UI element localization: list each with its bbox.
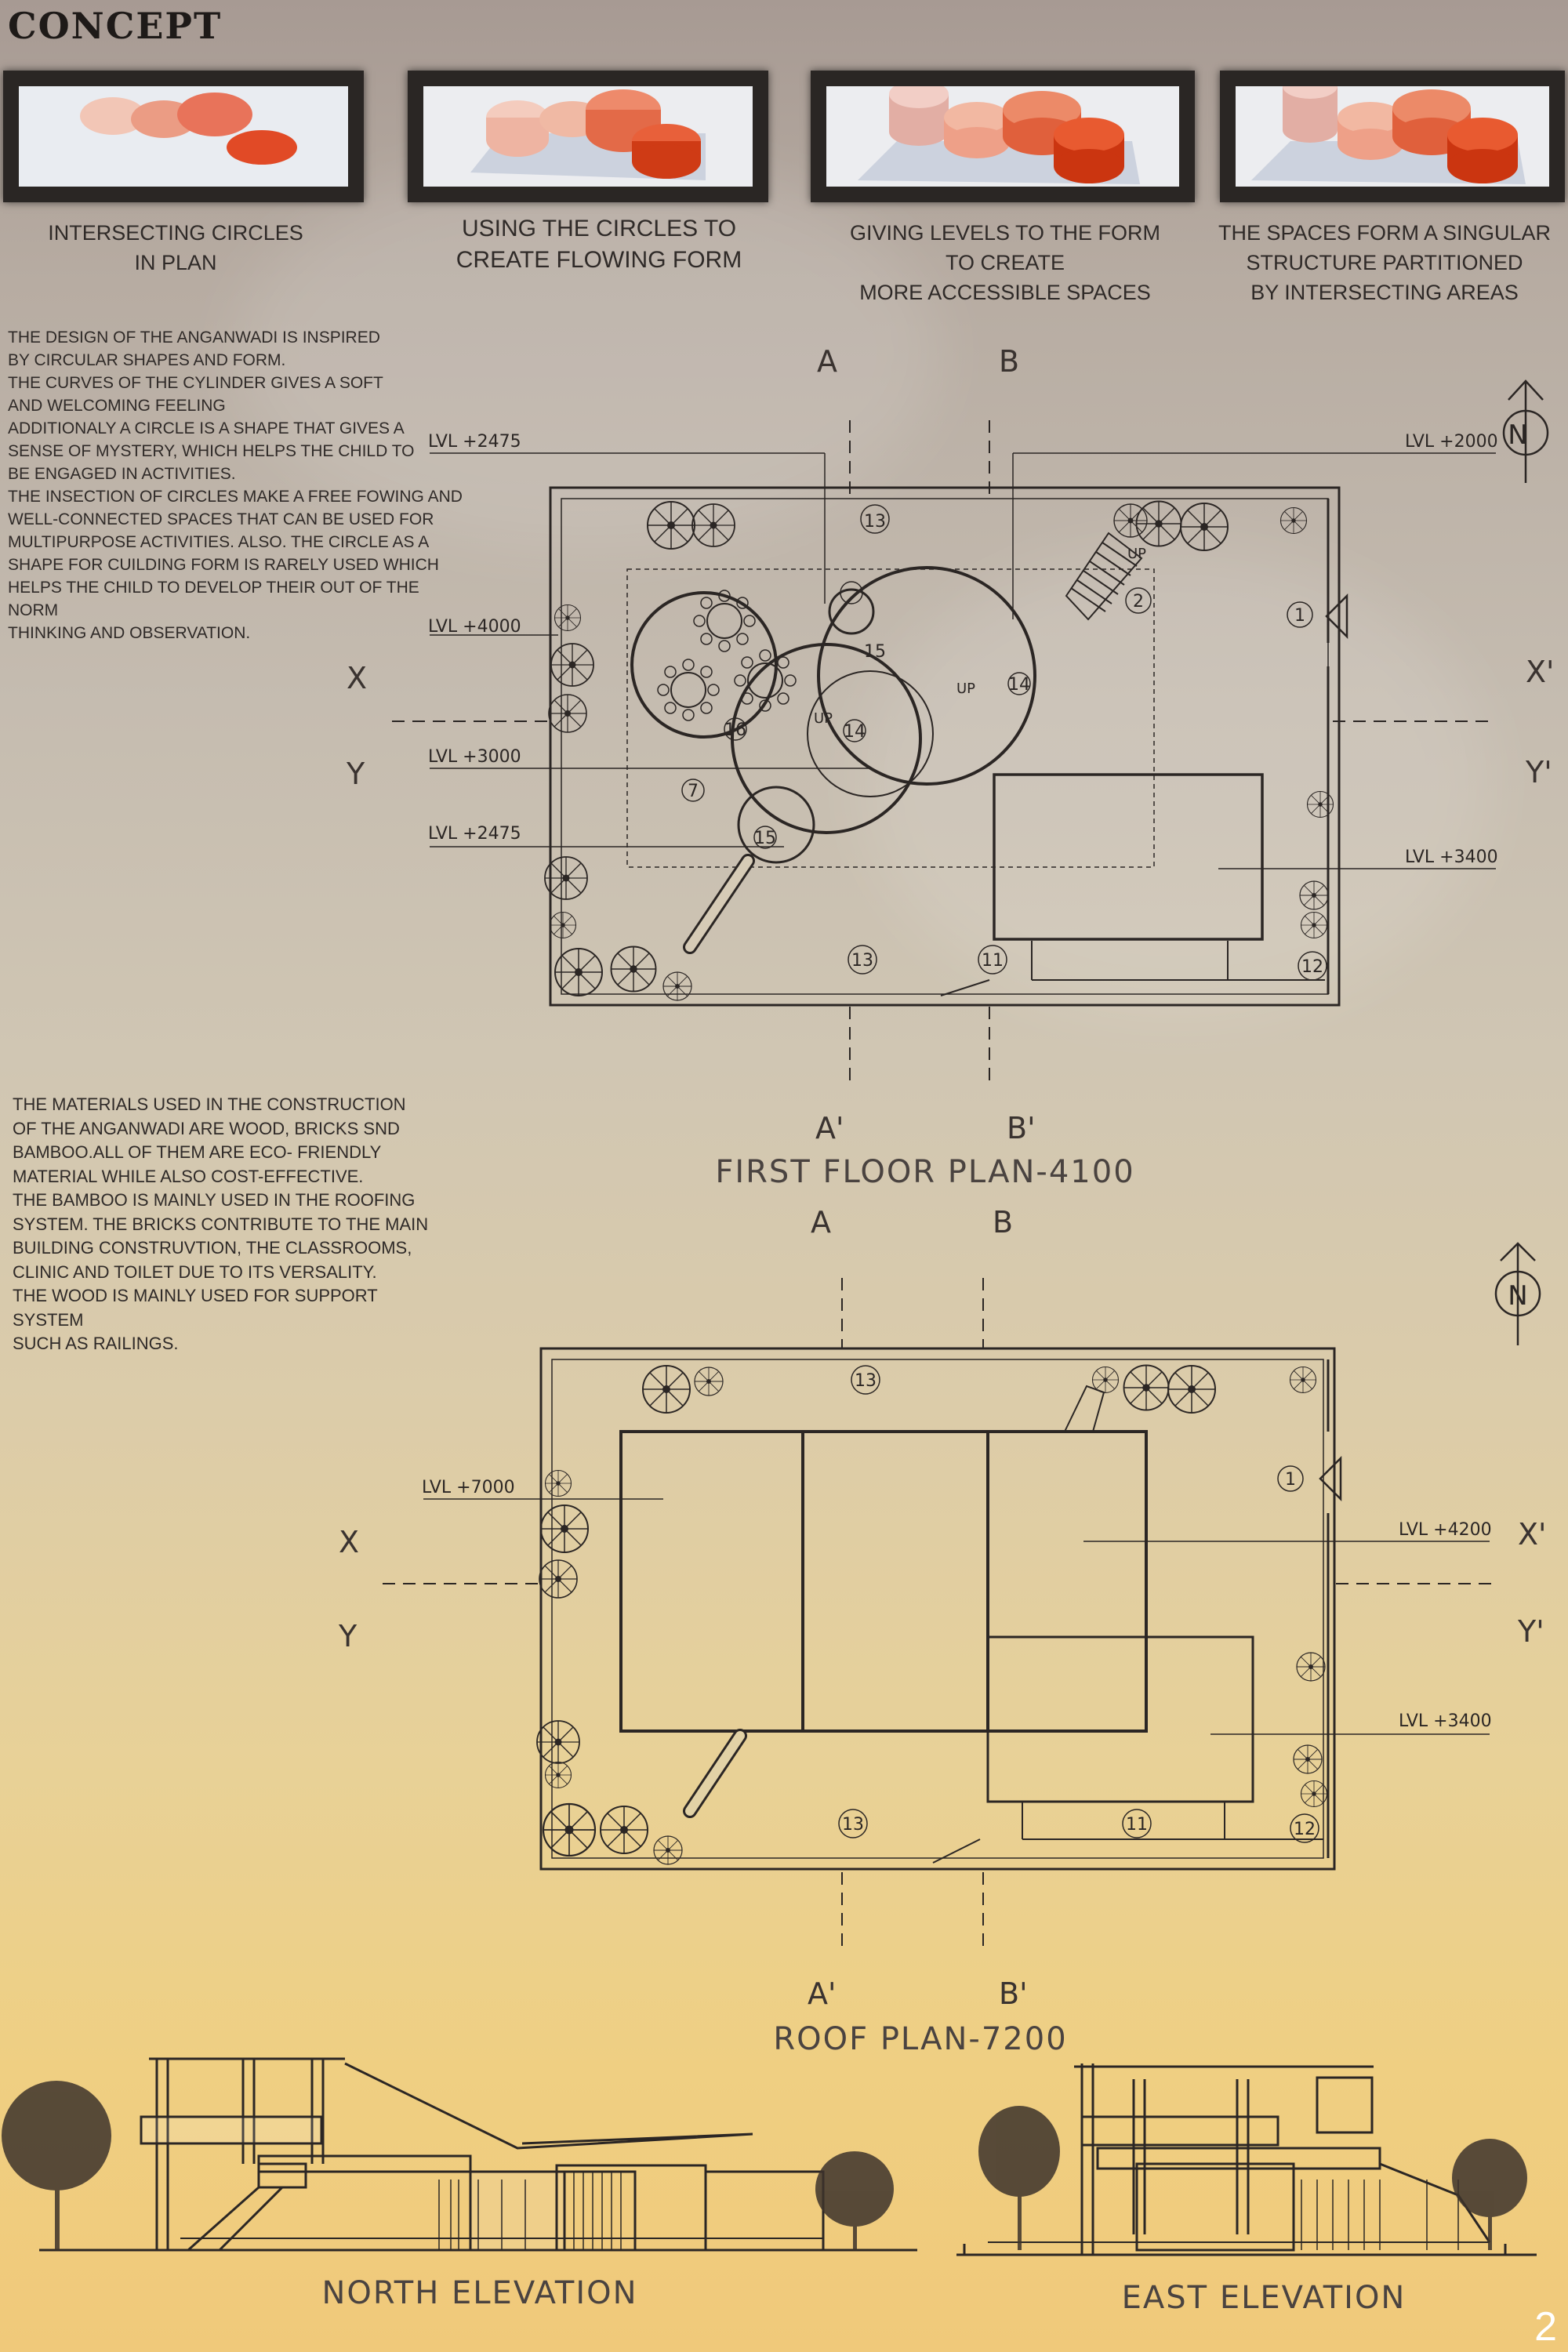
roof-section-y: Y — [339, 1619, 358, 1653]
ff-room-14a: 14 — [1008, 675, 1030, 695]
concept-caption-2: USING THE CIRCLES TO CREATE FLOWING FORM — [456, 216, 742, 273]
ff-room-2: 2 — [1133, 592, 1144, 612]
ff-up-1: UP — [813, 710, 833, 727]
ff-room-7: 7 — [688, 782, 699, 801]
roof-lvl-a: LVL +7000 — [422, 1478, 515, 1497]
ff-lvl-f: LVL +3400 — [1405, 848, 1498, 867]
ff-section-a: A — [817, 344, 837, 379]
roof-room-1: 1 — [1285, 1470, 1296, 1490]
ff-room-15b: 15 — [754, 829, 776, 848]
ff-section-a2: A' — [815, 1111, 844, 1145]
roof-lvl-c: LVL +3400 — [1399, 1711, 1492, 1731]
roof-plan-title: ROOF PLAN-7200 — [773, 2021, 1068, 2057]
north-elevation-title: NORTH ELEVATION — [321, 2275, 638, 2311]
concept-caption-1: INTERSECTING CIRCLES IN PLAN — [48, 221, 303, 274]
ff-north-label: N — [1508, 419, 1528, 451]
roof-section-x2: X' — [1518, 1517, 1547, 1552]
roof-section-a: A — [811, 1205, 831, 1240]
ff-section-b: B — [999, 344, 1020, 379]
ff-lvl-b: LVL +4000 — [428, 617, 521, 637]
ff-lvl-c: LVL +3000 — [428, 747, 521, 767]
ff-up-3: UP — [1127, 546, 1147, 562]
roof-section-b: B — [993, 1205, 1014, 1240]
ff-room-15a: 15 — [864, 642, 886, 662]
concept-caption-3: GIVING LEVELS TO THE FORM TO CREATE MORE ACCESSIBLE SPACES — [849, 221, 1161, 304]
page-title: CONCEPT — [8, 5, 223, 47]
design-description: THE DESIGN OF THE ANGANWADI IS INSPIRED BY CIRCULAR SHAPES AND FORM. THE CURVES OF THE CYLINDER GIVES A SOFT AND WELCOMING FEELING ADDITIONALY A CIRCLE IS A SHAPE THAT GIVES A SENSE OF MYSTERY, WHICH HELPS THE CHILD TO BE ENGAGED IN ACTIVITIES. THE INSECTION OF CIRCLES MAKE A FREE FOWING AND WELL-CONNECTED SPACES THAT CAN BE USED FOR MULTIPURPOSE ACTIVITIES. ALSO. THE CIRCLE AS A SHAPE FOR CUILDING FORM IS RARELY USED WHICH HELPS THE CHILD TO DEVELOP THEIR OUT OF THE NORM THINKING AND OBSERVATION. — [8, 328, 463, 642]
ff-room-13a: 13 — [864, 512, 886, 532]
page-number: 2 — [1534, 2304, 1557, 2350]
ff-section-y: Y — [347, 757, 365, 791]
ff-section-y2: Y' — [1526, 755, 1552, 789]
roof-room-13a: 13 — [855, 1371, 877, 1391]
ff-lvl-e: LVL +2000 — [1405, 432, 1498, 452]
materials-description: THE MATERIALS USED IN THE CONSTRUCTION OF THE ANGANWADI ARE WOOD, BRICKS SND BAMBOO.ALL OF THEM ARE ECO- FRIENDLY MATERIAL WHILE ALSO COST-EFFECTIVE. THE BAMBOO IS MAINLY USED IN THE ROOFING SYSTEM. THE BRICKS CONTRIBUTE TO THE MAIN BUILDING CONSTRUVTION, THE CLASSROOMS, CLINIC AND TOILET DUE TO ITS VERSALITY. THE WOOD IS MAINLY USED FOR SUPPORT SYSTEM SUCH AS RAILINGS. — [13, 1094, 429, 1353]
roof-lvl-b: LVL +4200 — [1399, 1520, 1492, 1540]
roof-room-13b: 13 — [842, 1815, 864, 1835]
east-elevation-title: EAST ELEVATION — [1121, 2280, 1406, 2316]
ff-room-12: 12 — [1301, 957, 1323, 977]
ff-room-11: 11 — [982, 951, 1004, 971]
ff-section-x: X — [347, 661, 368, 695]
concept-caption-4: THE SPACES FORM A SINGULAR STRUCTURE PARTITIONED BY INTERSECTING AREAS — [1218, 221, 1552, 304]
roof-section-x: X — [339, 1525, 360, 1559]
ff-section-x2: X' — [1526, 655, 1555, 689]
ff-up-2: UP — [956, 681, 976, 697]
roof-section-b2: B' — [999, 1976, 1028, 2011]
ff-section-b2: B' — [1007, 1111, 1036, 1145]
roof-room-12: 12 — [1294, 1820, 1316, 1839]
ff-room-16: 16 — [724, 720, 746, 740]
ff-lvl-d: LVL +2475 — [428, 824, 521, 844]
ff-lvl-a: LVL +2475 — [428, 432, 521, 452]
ff-room-14b: 14 — [844, 722, 866, 742]
roof-room-11: 11 — [1126, 1815, 1148, 1835]
first-floor-title: FIRST FLOOR PLAN-4100 — [715, 1154, 1135, 1190]
roof-section-y2: Y' — [1518, 1614, 1544, 1649]
ff-room-13b: 13 — [851, 951, 873, 971]
ff-room-1: 1 — [1294, 606, 1305, 626]
roof-north-label: N — [1508, 1280, 1528, 1312]
roof-section-a2: A' — [808, 1976, 837, 2011]
